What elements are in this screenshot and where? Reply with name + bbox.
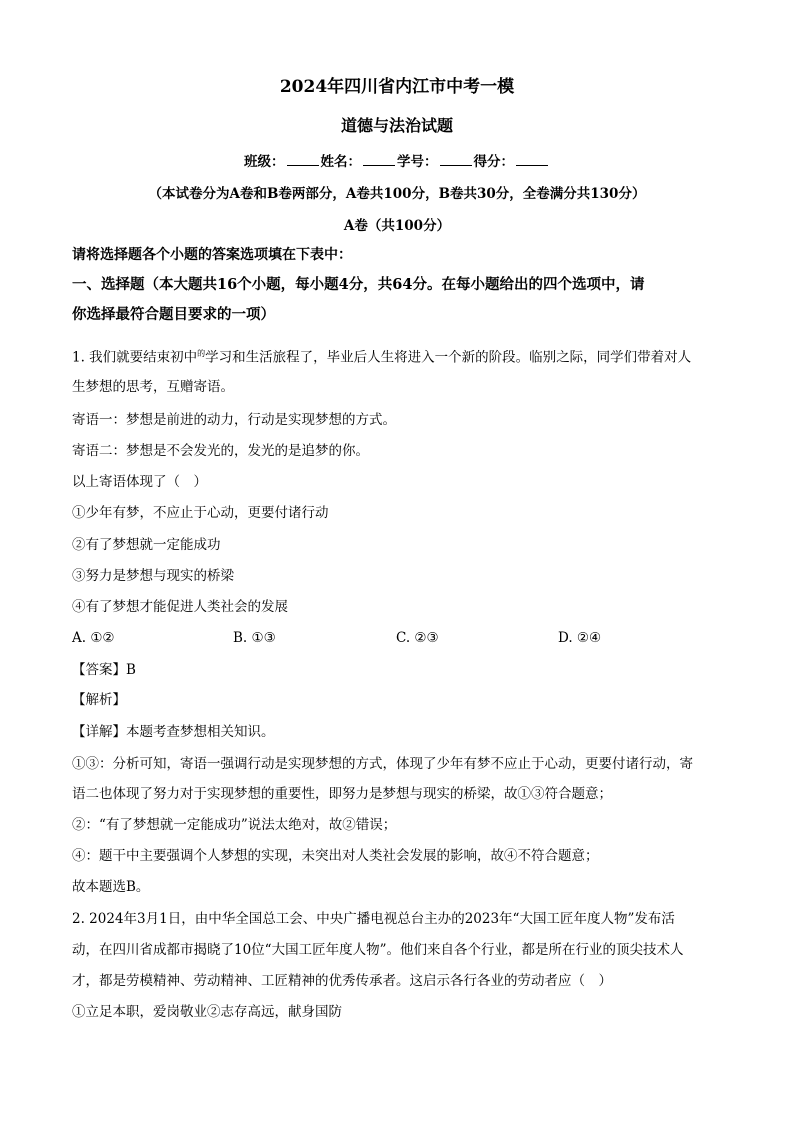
score-label: 得分： <box>473 154 514 170</box>
student-info-row <box>0 150 794 170</box>
class-blank <box>287 152 319 166</box>
q1-analysis-heading: 【解析】 <box>72 692 126 708</box>
q2-items-line: ①立足本职，爱岗敬业②志存高远，献身国防 <box>72 1004 342 1020</box>
score-blank <box>516 152 548 166</box>
q1-question: 以上寄语体现了（ ） <box>72 474 207 490</box>
q2-stem-line2: 动，在四川省成都市揭晓了10位“大国工匠年度人物”。他们来自各个行业，都是所在行业的顶尖技术人 <box>72 942 684 958</box>
q1-detail: 【详解】本题考查梦想相关知识。 <box>72 724 275 740</box>
class-label: 班级： <box>244 154 285 170</box>
id-blank <box>440 152 472 166</box>
q1-answer: 【答案】B <box>72 662 136 678</box>
q1-explanation-3: ④：题干中主要强调个人梦想的实现，未突出对人类社会发展的影响，故④不符合题意； <box>72 848 599 864</box>
q1-explanation-2: ②：“有了梦想就一定能成功”说法太绝对，故②错误； <box>72 817 397 833</box>
id-label: 学号： <box>397 154 438 170</box>
name-label: 姓名： <box>320 154 361 170</box>
volume-a-heading: A卷（共100分） <box>343 218 451 234</box>
q1-item-1: ①少年有梦，不应止于心动，更要付诸行动 <box>72 505 329 521</box>
q1-option-d: D. ②④ <box>558 630 602 646</box>
q1-message-1: 寄语一：梦想是前进的动力，行动是实现梦想的方式。 <box>72 412 396 428</box>
q1-option-c: C. ②③ <box>396 630 439 646</box>
q1-option-a: A. ①② <box>72 630 115 646</box>
exam-note: （本试卷分为A卷和B卷两部分，A卷共100分，B卷共30分，全卷满分共130分） <box>148 186 646 202</box>
q1-explanation-1b: 语二也体现了努力对于实现梦想的重要性，即努力是梦想与现实的桥梁，故①③符合题意； <box>72 786 612 802</box>
section1-heading-line1: 一、选择题（本大题共16个小题，每小题4分，共64分。在每小题给出的四个选项中，请 <box>72 276 645 293</box>
exam-title: 2024年四川省内江市中考一模 <box>279 77 515 97</box>
instruction: 请将选择题各个小题的答案选项填在下表中： <box>72 247 352 263</box>
q1-item-4: ④有了梦想才能促进人类社会的发展 <box>72 599 288 615</box>
section1-heading-line2: 你选择最符合题目要求的一项） <box>72 306 275 323</box>
exam-subtitle: 道德与法治试题 <box>340 116 453 135</box>
q1-message-2: 寄语二：梦想是不会发光的，发光的是追梦的你。 <box>72 443 369 459</box>
q1-item-2: ②有了梦想就一定能成功 <box>72 537 221 553</box>
q1-explanation-1a: ①③：分析可知，寄语一强调行动是实现梦想的方式，体现了少年有梦不应止于心动，更要付诸行动，寄 <box>72 756 693 772</box>
q1-stem-line1: 1. 我们就要结束初中$^的$学习和生活旅程了，毕业后人生将进入一个新的阶段。临别之际，同学们带着对人 <box>72 349 692 366</box>
name-blank <box>363 152 395 166</box>
q2-stem-line3: 才，都是劳模精神、劳动精神、工匠精神的优秀传承者。这启示各行各业的劳动者应（ ） <box>72 973 612 989</box>
q1-option-b: B. ①③ <box>233 630 276 646</box>
q1-conclusion: 故本题选B。 <box>72 879 150 895</box>
q1-stem-line2: 生梦想的思考，互赠寄语。 <box>72 379 234 395</box>
q1-item-3: ③努力是梦想与现实的桥梁 <box>72 568 234 584</box>
q2-stem-line1: 2. 2024年3月1日，由中华全国总工会、中央广播电视总台主办的2023年“大国工匠年度人物”发布活 <box>72 911 675 927</box>
